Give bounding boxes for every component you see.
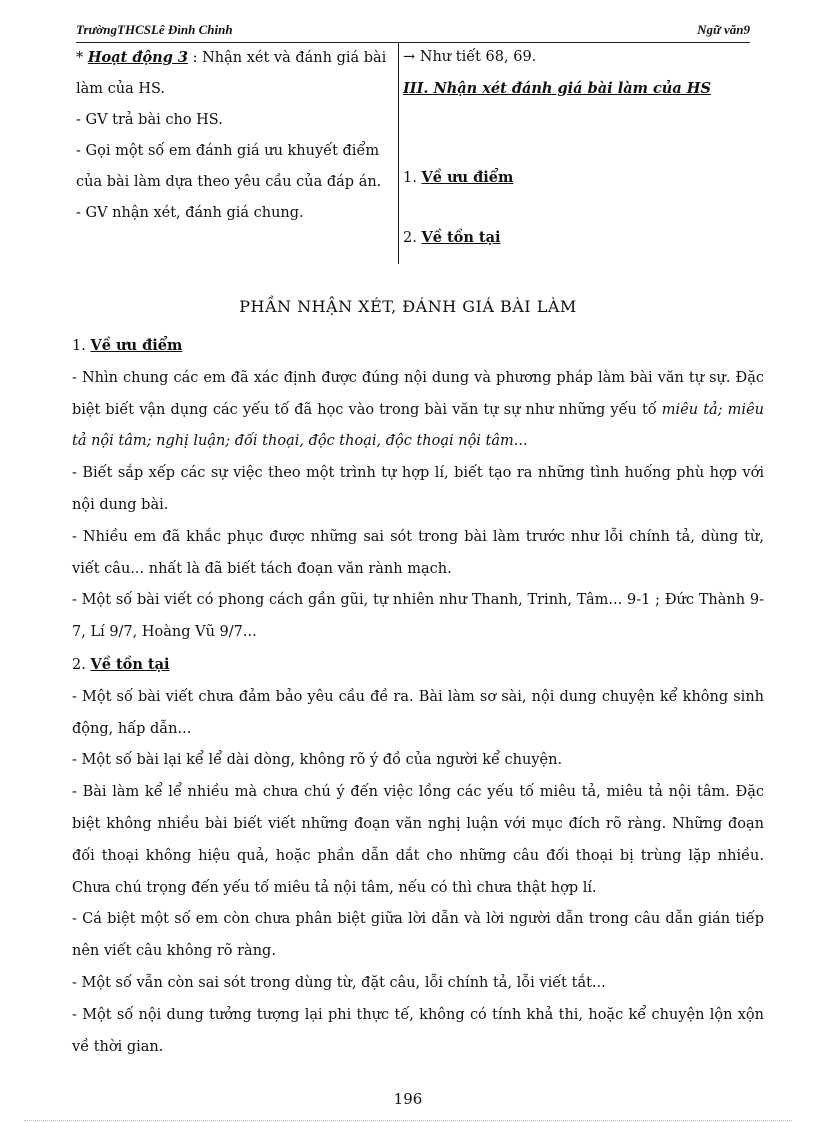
- activity-heading: * Hoạt động 3 : Nhận xét và đánh giá bài: [76, 49, 387, 66]
- paragraph: - Cá biệt một số em còn chưa phân biệt giữa lời dẫn và lời người dẫn trong câu dẫn gián tiếp nên viết câu không rõ ràng.: [72, 911, 764, 960]
- spacer: [403, 104, 703, 135]
- paragraph: - Một số nội dung tưởng tượng lại phi thực tế, không có tính khả thi, hoặc kể chuyện lộn xộn về thời gian.: [72, 1006, 764, 1055]
- reference-line: → Như tiết 68, 69.: [403, 49, 537, 65]
- lesson-table: [76, 42, 711, 264]
- strengths-heading: 1. Về ưu điểm: [72, 337, 183, 354]
- activity-heading-cont: làm của HS.: [76, 81, 166, 97]
- footer-divider: [24, 1120, 792, 1121]
- paragraph: - Nhìn chung các em đã xác định được đúng nội dung và phương pháp làm bài văn tự sự. Đặc biệt biết vận dụng các yếu tố đã học vào trong bài văn tự sự như những yếu tố miêu tả; miêu tả nội tâm; nghị luận; đối thoại, độc thoại, độc thoại nội tâm...: [72, 369, 764, 450]
- activity-step: - Gọi một số em đánh giá ưu khuyết điểm: [76, 143, 380, 159]
- activity-step: của bài làm dựa theo yêu cầu của đáp án.: [76, 174, 382, 190]
- paragraph: - Bài làm kể lể nhiều mà chưa chú ý đến việc lồng các yếu tố miêu tả, miêu tả nội tâm. Đặc biệt không nhiều bài biết viết những đoạn văn nghị luận với mục đích rõ ràng. Những đoạn đối thoại không hiệu quả, hoặc phần dẫn dắt cho những câu đối thoại bị trùng lặp nhiều. Chưa chú trọng đến yếu tố miêu tả nội tâm, nếu có thì chưa thật hợp lí.: [72, 784, 764, 896]
- page-number: 196: [393, 1090, 423, 1108]
- activity-step: - GV nhận xét, đánh giá chung.: [76, 205, 304, 221]
- page-title: PHẦN NHẬN XÉT, ĐÁNH GIÁ BÀI LÀM: [239, 297, 577, 316]
- teacher-activity-column: [76, 42, 394, 229]
- content-column: [403, 42, 711, 254]
- weaknesses-heading: 2. Về tồn tại: [72, 655, 170, 673]
- activity-label: Hoạt động 3: [87, 49, 188, 66]
- section-heading: III. Nhận xét đánh giá bài làm của HS: [403, 80, 711, 97]
- item-weaknesses: 2. Về tồn tại: [403, 229, 501, 246]
- header-subject: Ngữ văn9: [697, 22, 750, 37]
- page-header: [76, 20, 750, 43]
- column-divider: [398, 42, 399, 264]
- arrow-right-icon: →: [403, 49, 416, 65]
- item-strengths: 1. Về ưu điểm: [403, 169, 514, 186]
- paragraph: - Một số bài lại kể lể dài dòng, không rõ ý đồ của người kể chuyện.: [72, 752, 563, 769]
- activity-step: - GV trả bài cho HS.: [76, 112, 223, 128]
- paragraph: - Một số bài viết chưa đảm bảo yêu cầu đề ra. Bài làm sơ sài, nội dung chuyện kể không sinh động, hấp dẫn...: [72, 688, 764, 737]
- paragraph: - Nhiều em đã khắc phục được những sai sót trong bài làm trước như lỗi chính tả, dùng từ, viết câu... nhất là đã biết tách đoạn văn rành mạch.: [72, 528, 764, 577]
- spacer: [403, 194, 703, 222]
- header-school: TrườngTHCSLê Đình Chinh: [76, 22, 233, 37]
- paragraph: - Một số vẫn còn sai sót trong dùng từ, đặt câu, lỗi chính tả, lỗi viết tắt...: [72, 974, 606, 991]
- paragraph: - Một số bài viết có phong cách gần gũi, tự nhiên như Thanh, Trinh, Tâm... 9-1 ; Đức Thành 9-7, Lí 9/7, Hoàng Vũ 9/7...: [72, 592, 764, 641]
- paragraph: - Biết sắp xếp các sự việc theo một trình tự hợp lí, biết tạo ra những tình huống phù hợp với nội dung bài.: [72, 465, 764, 513]
- document-body: [72, 330, 764, 1063]
